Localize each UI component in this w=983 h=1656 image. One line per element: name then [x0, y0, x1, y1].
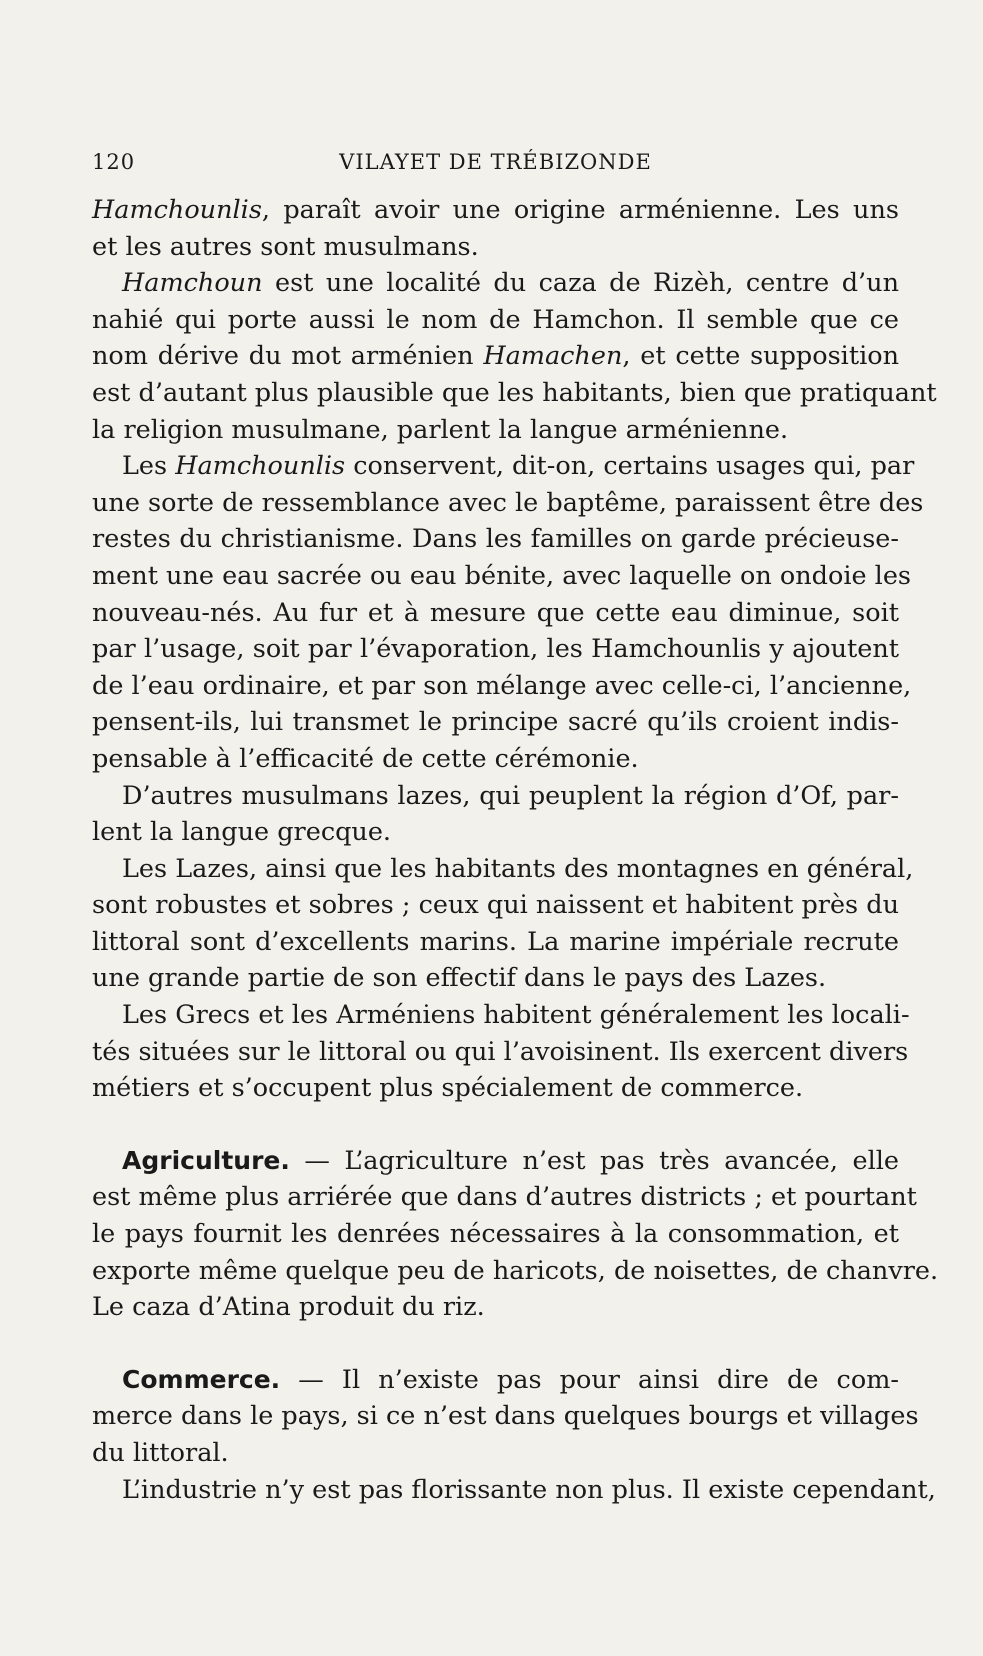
section-title-agriculture: Agriculture. — [122, 1145, 290, 1175]
text-line — [92, 338, 899, 375]
text-line: la religion musulmane, parlent la langue arménienne. — [92, 414, 789, 445]
text-line: Les Lazes, ainsi que les habitants des montagnes en général, — [122, 853, 914, 884]
text-line: tés situées sur le littoral ou qui l’avoisinent. Ils exercent divers — [92, 1036, 909, 1067]
text-line: Les Grecs et les Arméniens habitent généralement les locali- — [122, 1000, 910, 1031]
text-line: du littoral. — [92, 1438, 229, 1468]
text-line — [92, 265, 899, 302]
running-title: VILAYET DE TRÉBIZONDE — [339, 150, 652, 174]
text-line: et les autres sont musulmans. — [92, 231, 479, 262]
text-line: pensable à l’efficacité de cette cérémonie. — [92, 743, 639, 774]
page-body — [92, 192, 939, 1508]
text-span: conservent, dit-on, certains usages qui, par — [345, 451, 915, 482]
text-span: — L’agriculture n’est pas très avancée, elle — [289, 1145, 899, 1176]
text-line: ment une eau sacrée ou eau bénite, avec laquelle on ondoie les — [92, 560, 912, 591]
page-number: 120 — [92, 150, 136, 174]
text-span: , paraît avoir une origine arménienne. Les uns — [261, 195, 899, 225]
text-line: nouveau-nés. Au fur et à mesure que cette eau diminue, soit — [92, 597, 899, 628]
text-line: est même plus arriérée que dans d’autres districts ; et pourtant — [92, 1182, 917, 1213]
section-gap — [92, 1107, 899, 1143]
text-line — [92, 1143, 899, 1180]
text-line: le pays fournit les denrées nécessaires à la consommation, et — [92, 1219, 899, 1250]
text-line: Le caza d’Atina produit du riz. — [92, 1292, 485, 1323]
text-span: — Il n’existe pas pour ainsi dire de com- — [280, 1364, 899, 1395]
text-line: est d’autant plus plausible que les habitants, bien que pratiquant — [92, 377, 937, 408]
text-line: sont robustes et sobres ; ceux qui naissent et habitent près du — [92, 890, 899, 921]
page-header — [92, 150, 899, 186]
text-line: une grande partie de son effectif dans le pays des Lazes. — [92, 963, 827, 994]
text-line: merce dans le pays, si ce n’est dans quelques bourgs et villages — [92, 1401, 919, 1432]
text-line: D’autres musulmans lazes, qui peuplent la région d’Of, par- — [122, 780, 899, 811]
text-line: littoral sont d’excellents marins. La marine impériale recrute — [92, 926, 899, 957]
italic-term: Hamachen — [483, 341, 623, 372]
text-line: pensent-ils, lui transmet le principe sacré qu’ils croient indis- — [92, 707, 899, 738]
text-line: lent la langue grecque. — [92, 817, 392, 848]
italic-term: Hamchounlis — [92, 195, 262, 225]
text-span: est une localité du caza de Rizèh, centre d’un — [262, 268, 899, 299]
text-line: L’industrie n’y est pas florissante non plus. Il existe cependant, — [122, 1474, 936, 1505]
section-title-commerce: Commerce. — [122, 1364, 281, 1394]
text-line: restes du christianisme. Dans les familles on garde précieuse- — [92, 524, 899, 555]
text-line — [92, 448, 915, 485]
text-line: de l’eau ordinaire, et par son mélange avec celle-ci, l’ancienne, — [92, 670, 912, 701]
italic-term: Hamchounlis — [175, 451, 346, 482]
text-line: une sorte de ressemblance avec le baptême, paraissent être des — [92, 487, 924, 518]
text-line: exporte même quelque peu de haricots, de noisettes, de chanvre. — [92, 1255, 939, 1286]
section-gap — [92, 1326, 899, 1362]
text-span: , et cette supposition — [622, 341, 899, 372]
text-span: nom dérive du mot arménien — [92, 341, 484, 372]
text-line — [92, 1362, 899, 1399]
text-line: métiers et s’occupent plus spécialement de commerce. — [92, 1073, 804, 1104]
text-span: Les — [122, 451, 176, 482]
text-line: nahié qui porte aussi le nom de Hamchon. Il semble que ce — [92, 304, 899, 335]
text-line: par l’usage, soit par l’évaporation, les Hamchounlis y ajoutent — [92, 634, 899, 665]
italic-term: Hamchoun — [122, 268, 263, 299]
text-line — [92, 192, 899, 229]
